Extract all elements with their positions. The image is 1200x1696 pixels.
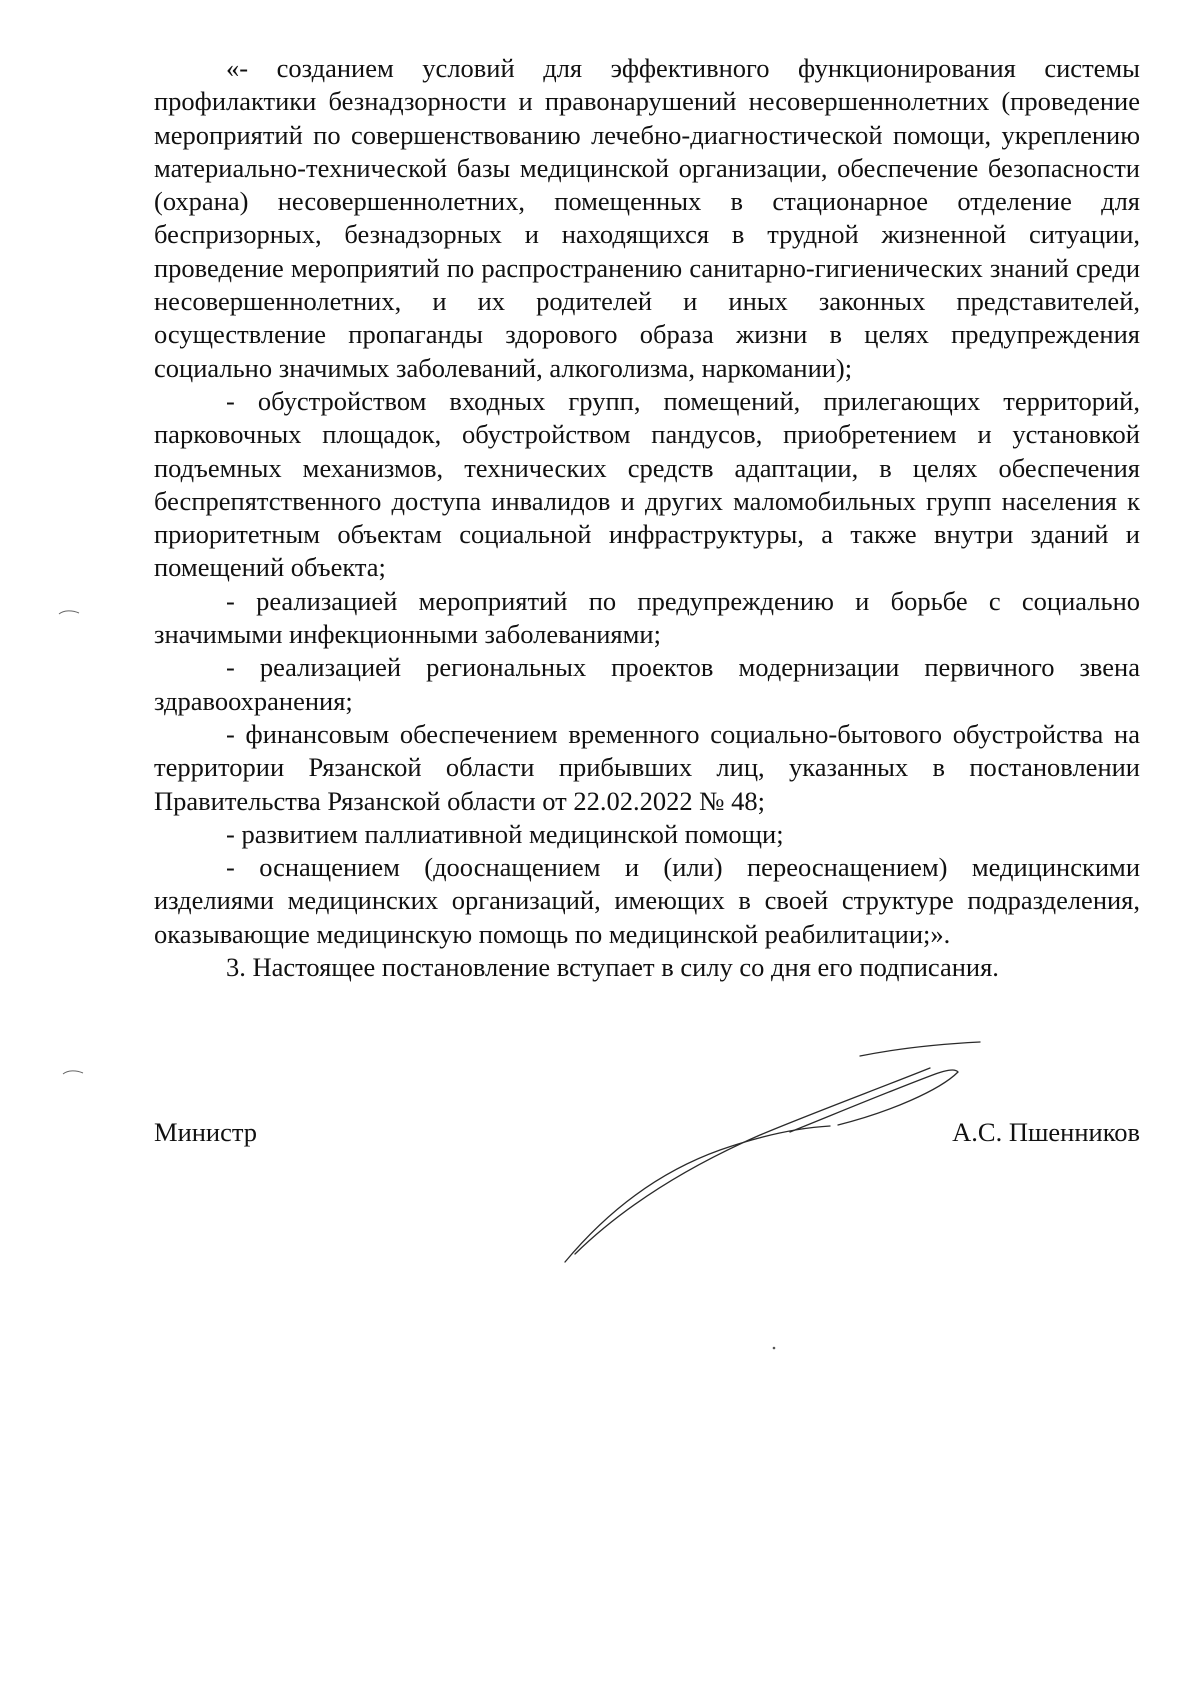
paragraph-primary-care: - реализацией региональных проектов модернизации первичного звена здравоохранения;: [154, 652, 1140, 716]
handwritten-signature: [560, 1040, 1020, 1270]
signatory-title: Министр: [154, 1117, 258, 1147]
paragraph-financing: - финансовым обеспечением временного социально-бытового обустройства на территории Рязанской области прибывших лиц, указанных в постановлении Правительства Рязанской области от 22.02.2022 № 48;: [154, 718, 1140, 816]
scan-speck: [772, 1346, 776, 1350]
document-body: [154, 52, 1140, 984]
paragraph-palliative: - развитием паллиативной медицинской помощи;: [226, 818, 784, 849]
paragraph-infectious-diseases: - реализацией мероприятий по предупреждению и борьбе с социально значимыми инфекционными заболеваниями;: [154, 585, 1140, 650]
paragraph-accessibility: - обустройством входных групп, помещений, прилегающих территорий, парковочных площадок, обустройством пандусов, приобретением и установкой подъемных механизмов, технических средств адаптации, в целях обеспечения беспрепятственного доступа инвалидов и других маломобильных групп населения к приоритетным объектам социальной инфраструктуры, а также внутри зданий и помещений объекта;: [154, 385, 1140, 583]
margin-mark-top: [58, 608, 80, 618]
paragraph-effective-date: 3. Настоящее постановление вступает в силу со дня его подписания.: [226, 952, 999, 983]
signatory-name: А.С. Пшенников: [952, 1117, 1140, 1147]
margin-mark-bottom: [62, 1068, 84, 1078]
paragraph-equipment: - оснащением (дооснащением и (или) переоснащением) медицинскими изделиями медицинских организаций, имеющих в своей структуре подразделения, оказывающие медицинскую помощь по медицинской реабилитации;».: [154, 852, 1140, 949]
paragraph-prevention: «- созданием условий для эффективного функционирования системы профилактики безнадзорности и правонарушений несовершеннолетних (проведение мероприятий по совершенствованию лечебно-диагностической помощи, укреплению материально-технической базы медицинской организации, обеспечение безопасности (охрана) несовершеннолетних, помещенных в стационарное отделение для беспризорных, безнадзорных и находящихся в трудной жизненной ситуации, проведение мероприятий по распространению санитарно-гигиенических знаний среди несовершеннолетних, и их родителей и иных законных представителей, осуществление пропаганды здорового образа жизни в целях предупреждения социально значимых заболеваний, алкоголизма, наркомании);: [154, 53, 1140, 383]
